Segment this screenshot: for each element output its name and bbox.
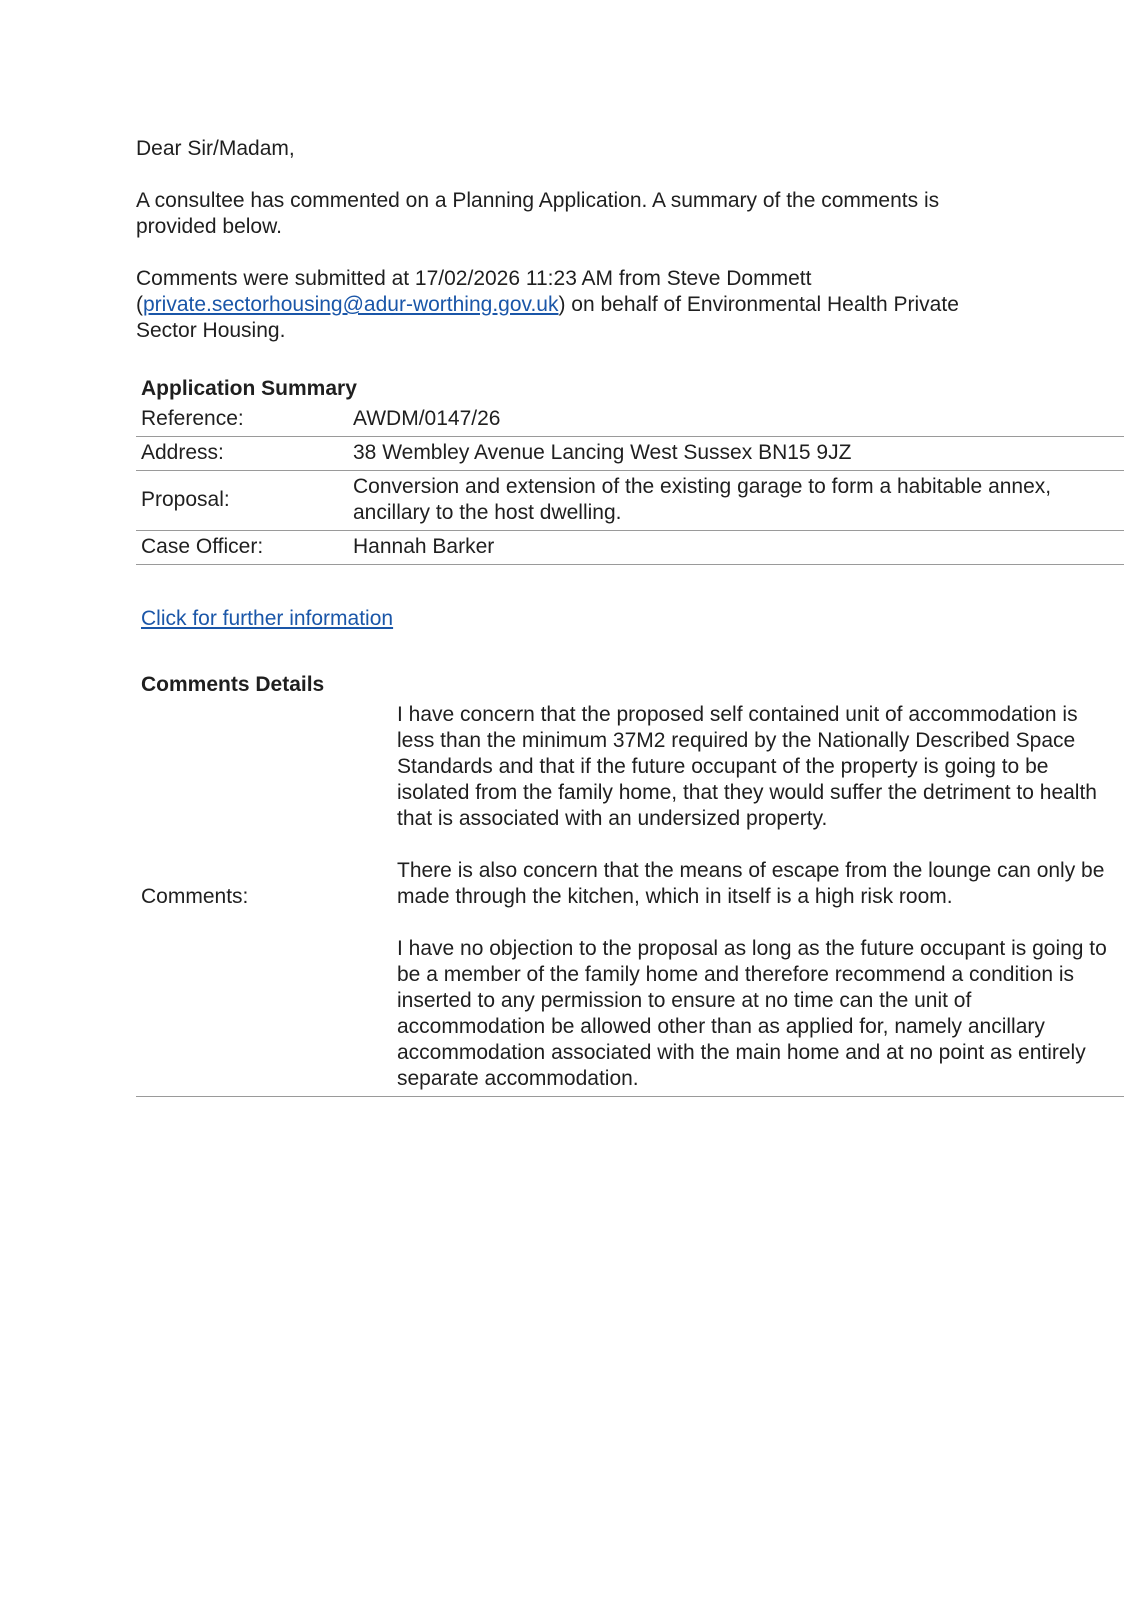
table-row [136,471,1124,531]
address-value: 38 Wembley Avenue Lancing West Sussex BN15 9JZ [348,437,1124,471]
case-officer-label: Case Officer: [136,531,348,565]
table-row [136,531,1124,565]
proposal-value: Conversion and extension of the existing garage to form a habitable annex, ancillary to the host dwelling. [348,471,1124,531]
submission-prefix: Comments were submitted at 17/02/2026 11:23 AM from Steve Dommett ( [136,267,812,316]
submission-suffix: ) on behalf of Environmental Health Private Sector Housing. [136,293,959,342]
application-summary [136,374,1124,565]
table-row [136,437,1124,471]
submission-info [136,266,996,344]
address-label: Address: [136,437,348,471]
comment-paragraph: I have concern that the proposed self contained unit of accommodation is less than the minimum 37M2 required by the Nationally Described Space Standards and that if the future occupant of the property is going to be isolated from the family home, that they would suffer the detriment to health that is associated with an undersized property. [397,703,1097,830]
consultee-email-link[interactable]: private.sectorhousing@adur-worthing.gov.uk [143,293,559,316]
comments-table [136,700,1124,1097]
application-summary-heading: Application Summary [141,377,357,400]
application-summary-table [136,404,1124,565]
greeting: Dear Sir/Madam, [136,137,295,160]
table-row [136,404,1124,437]
reference-value: AWDM/0147/26 [348,404,1124,437]
intro-text: A consultee has commented on a Planning Application. A summary of the comments is provided below. [136,189,940,238]
comments-details-heading: Comments Details [141,673,325,696]
comments-details [136,670,1124,1097]
table-row [136,700,1124,1097]
comments-body [392,700,1124,1097]
proposal-label: Proposal: [136,471,348,531]
reference-label: Reference: [136,404,348,437]
comment-paragraph: I have no objection to the proposal as long as the future occupant is going to be a member of the family home and therefore recommend a condition is inserted to any permission to ensure at no time can the unit of accommodation be allowed other than as applied for, namely ancillary accommodation associated with the main home and at no point as entirely separate accommodation. [397,937,1107,1090]
case-officer-value: Hannah Barker [348,531,1124,565]
further-info-paragraph [141,606,393,632]
comments-label: Comments: [136,700,392,1097]
comment-paragraph: There is also concern that the means of escape from the lounge can only be made through the kitchen, which in itself is a high risk room. [397,859,1105,908]
further-info-link[interactable]: Click for further information [141,607,394,630]
